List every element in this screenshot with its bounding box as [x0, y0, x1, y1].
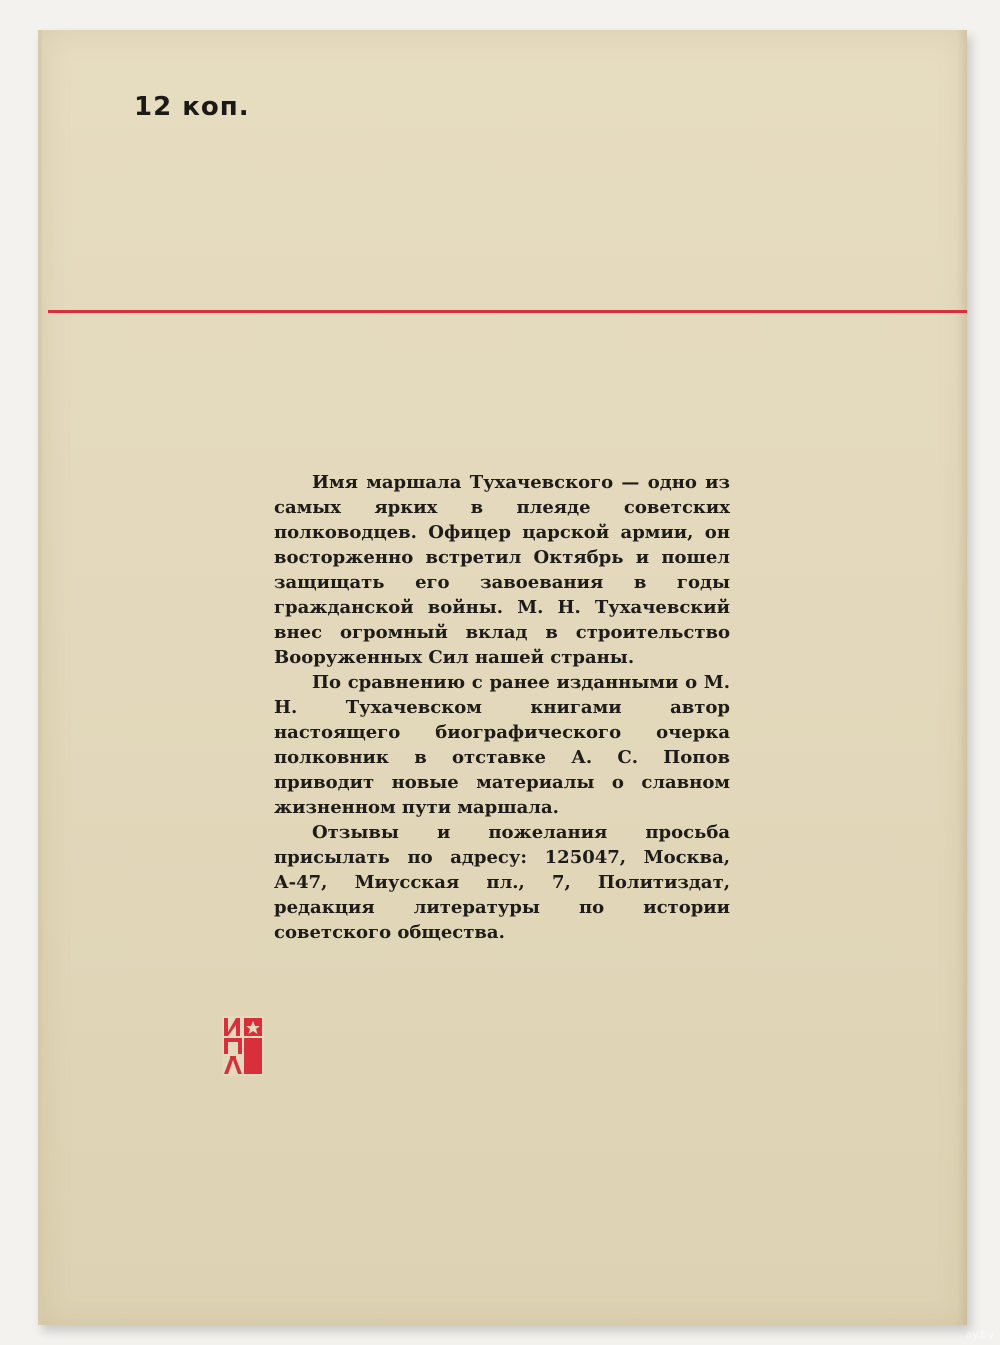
publisher-logo-icon — [222, 1016, 264, 1076]
blurb-paragraph-1: Имя маршала Тухачевского — одно из самых ярких в плеяде советских полководцев. Офицер царской армии, он восторженно встретил Октябрь и пошел защищать его завоевания в годы гражданской войны. М. Н. Тухачевский внес огромный вклад в строительство Вооруженных Сил нашей страны. — [274, 472, 730, 668]
page-edge — [957, 30, 967, 1325]
blurb-paragraph-2: По сравнению с ранее изданными о М. Н. Тухачевском книгами автор настоящего биографического очерка полковник в отставке А. С. Попов приводит новые материалы о славном жизненном пути маршала. — [274, 672, 730, 818]
book-back-cover — [38, 30, 967, 1325]
feedback-paragraph: Отзывы и пожелания просьба присылать по адресу: 125047, Москва, А-47, Миусская пл., 7, Политиздат, редакция литературы по истории советского общества. — [274, 822, 730, 943]
blurb-text — [274, 470, 730, 820]
feedback-text — [274, 820, 730, 945]
watermark: ay.by — [965, 1328, 994, 1341]
price-label: 12 коп. — [134, 92, 250, 122]
red-divider-line — [48, 310, 967, 313]
